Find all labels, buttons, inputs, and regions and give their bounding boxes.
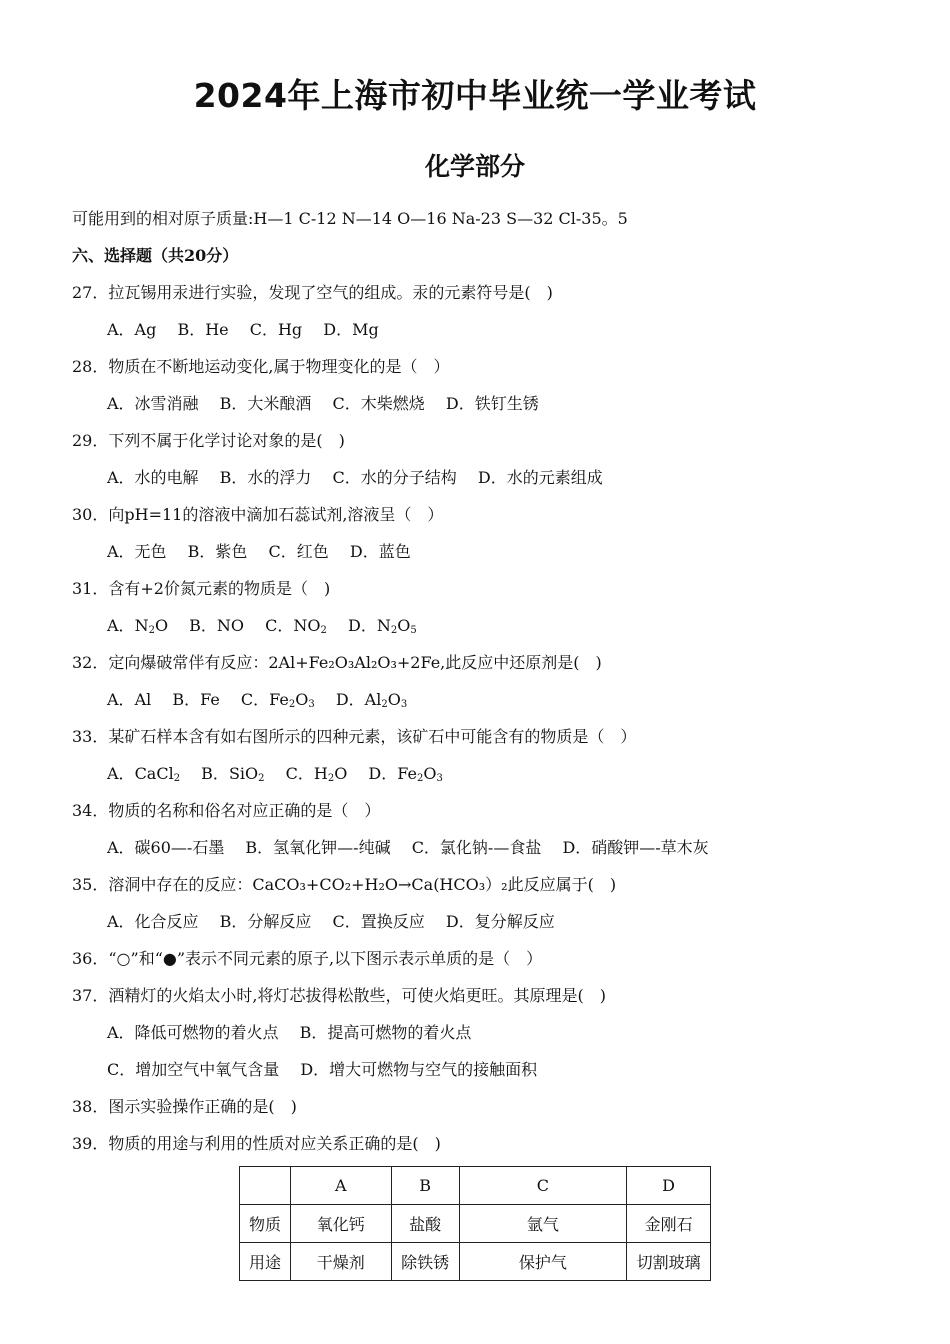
question-39 [72, 1134, 441, 1154]
question-34 [72, 801, 380, 821]
options-29 [107, 468, 603, 488]
question-28 [72, 357, 449, 377]
option-a: A．化合反应 [107, 912, 199, 931]
table-cell: 氩气 [459, 1205, 627, 1243]
option-b: B．NO [189, 616, 245, 635]
option-a: A．Al [107, 690, 152, 709]
option-b: B．Fe [172, 690, 220, 709]
question-number: 29． [72, 431, 109, 450]
question-number: 28． [72, 357, 109, 376]
question-text: 含有+2价氮元素的物质是（ ) [108, 579, 331, 598]
option-b: B．分解反应 [219, 912, 312, 931]
table-cell: B [391, 1167, 459, 1205]
question-text: 定向爆破常伴有反应：2Al+Fe₂O₃Al₂O₃+2Fe,此反应中还原剂是( ) [108, 653, 602, 672]
option-c: C．Hg [249, 320, 303, 339]
table-header-row [240, 1167, 711, 1205]
options-37-row2 [107, 1060, 537, 1080]
question-33 [72, 727, 636, 747]
question-number: 27． [72, 283, 109, 302]
question-number: 34． [72, 801, 109, 820]
question-text: 溶洞中存在的反应：CaCO₃+CO₂+H₂O→Ca(HCO₃）₂此反应属于( ) [108, 875, 617, 894]
question-35 [72, 875, 616, 895]
question-text: 图示实验操作正确的是( ) [108, 1097, 297, 1116]
question-number: 37． [72, 986, 109, 1005]
option-a: A．CaCl$_2$ [107, 764, 181, 784]
question-37 [72, 986, 606, 1006]
question-29 [72, 431, 345, 451]
question-number: 35． [72, 875, 109, 894]
question-32 [72, 653, 602, 673]
table-cell: D [627, 1167, 711, 1205]
option-d: D．$Al_2O_3$ [335, 690, 408, 710]
options-33 [107, 764, 443, 784]
exam-title: 2024年上海市初中毕业统一学业考试 [193, 76, 757, 115]
question-text: 酒精灯的火焰太小时,将灯芯拔得松散些，可使火焰更旺。其原理是( ) [108, 986, 606, 1005]
table-cell [240, 1167, 291, 1205]
question-text: 物质的用途与利用的性质对应关系正确的是( ) [108, 1134, 441, 1153]
atomic-mass-note: 可能用到的相对原子质量:H—1 C-12 N—14 O—16 Na-23 S—32 Cl-35。5 [72, 209, 628, 228]
option-c: C．增加空气中氧气含量 [107, 1060, 280, 1079]
options-27 [107, 320, 379, 340]
exam-subtitle: 化学部分 [424, 152, 525, 181]
question-number: 30． [72, 505, 109, 524]
question-38 [72, 1097, 297, 1117]
option-d: D．复分解反应 [445, 912, 555, 931]
table-row [240, 1243, 711, 1281]
option-c: C．水的分子结构 [332, 468, 457, 487]
option-a: A．无色 [107, 542, 167, 561]
table-cell: 物质 [240, 1205, 291, 1243]
substance-use-table [239, 1166, 711, 1281]
question-text: 向pH=11的溶液中滴加石蕊试剂,溶液呈（ ） [108, 505, 444, 524]
table-cell: C [459, 1167, 627, 1205]
option-a: A．碳60—-石墨 [107, 838, 225, 857]
table-cell: 金刚石 [627, 1205, 711, 1243]
option-c: C．红色 [268, 542, 329, 561]
table-cell: 氧化钙 [290, 1205, 391, 1243]
table-cell: 用途 [240, 1243, 291, 1281]
option-d: D．Mg [323, 320, 379, 339]
table-cell: 干燥剂 [290, 1243, 391, 1281]
option-b: B．He [177, 320, 229, 339]
option-d: D．铁钉生锈 [445, 394, 539, 413]
question-number: 38． [72, 1097, 109, 1116]
section-title: 六、选择题（共20分） [72, 246, 239, 265]
option-d: D．增大可燃物与空气的接触面积 [300, 1060, 538, 1079]
options-31 [107, 616, 417, 636]
options-32 [107, 690, 407, 710]
table-cell: 保护气 [459, 1243, 627, 1281]
option-b: B．大米酿酒 [219, 394, 312, 413]
table-row [240, 1205, 711, 1243]
table-cell: 除铁锈 [391, 1243, 459, 1281]
question-36 [72, 949, 542, 969]
question-number: 31． [72, 579, 109, 598]
option-d: D．硝酸钾—-草木灰 [562, 838, 709, 857]
table-cell: 切割玻璃 [627, 1243, 711, 1281]
options-30 [107, 542, 411, 562]
table-cell: A [290, 1167, 391, 1205]
option-a: A．水的电解 [107, 468, 199, 487]
option-c: C．木柴燃烧 [332, 394, 425, 413]
option-b: B．水的浮力 [219, 468, 312, 487]
options-28 [107, 394, 539, 414]
option-c: C．$H_2O$ [285, 764, 348, 784]
question-number: 32． [72, 653, 109, 672]
question-text: 拉瓦锡用汞进行实验，发现了空气的组成。汞的元素符号是( ) [108, 283, 553, 302]
question-27 [72, 283, 553, 303]
question-text: 下列不属于化学讨论对象的是( ) [108, 431, 345, 450]
option-c: C．$Fe_2O_3$ [240, 690, 315, 710]
question-text: 物质的名称和俗名对应正确的是（ ） [108, 801, 381, 820]
option-c: C．氯化钠-—食盐 [411, 838, 542, 857]
question-number: 36． [72, 949, 109, 968]
options-35 [107, 912, 555, 932]
question-30 [72, 505, 443, 525]
option-a: A．降低可燃物的着火点 [107, 1023, 279, 1042]
option-b: B．紫色 [187, 542, 248, 561]
question-number: 33． [72, 727, 109, 746]
option-d: D．蓝色 [349, 542, 411, 561]
option-b: B．氢氧化钾—-纯碱 [245, 838, 391, 857]
option-a: A．冰雪消融 [107, 394, 199, 413]
option-a: A．Ag [107, 320, 157, 339]
option-c: C．$NO_2$ [265, 616, 327, 636]
question-31 [72, 579, 330, 599]
question-text: 某矿石样本含有如右图所示的四种元素，该矿石中可能含有的物质是（ ） [108, 727, 637, 746]
option-a: A．$N_2O$ [107, 616, 169, 636]
question-text: 物质在不断地运动变化,属于物理变化的是（ ） [108, 357, 450, 376]
option-d: D．水的元素组成 [477, 468, 603, 487]
option-d: D．$N_2O_5$ [347, 616, 417, 636]
option-c: C．置换反应 [332, 912, 425, 931]
question-number: 39． [72, 1134, 109, 1153]
options-37-row1 [107, 1023, 471, 1043]
option-d: D．$Fe_2O_3$ [368, 764, 443, 784]
table-cell: 盐酸 [391, 1205, 459, 1243]
options-34 [107, 838, 709, 858]
option-b: B．提高可燃物的着火点 [299, 1023, 472, 1042]
option-b: B．SiO$_2$ [201, 764, 265, 784]
question-text: “○”和“●”表示不同元素的原子,以下图示表示单质的是（ ） [108, 949, 543, 968]
